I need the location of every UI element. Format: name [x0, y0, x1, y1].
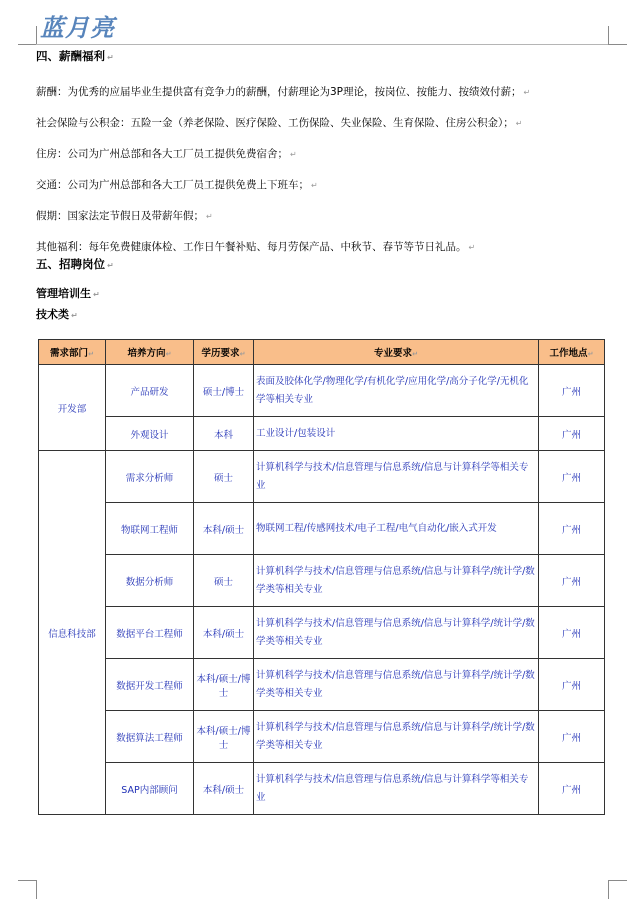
section-heading-positions: 五、招聘岗位 ↵ [36, 257, 114, 271]
location-cell: 广州 [539, 451, 605, 503]
table-row [39, 417, 605, 451]
major-cell: 工业设计/包装设计 [254, 417, 539, 451]
major-cell: 计算机科学与技术/信息管理与信息系统/信息与计算科学/统计学/数学类等相关专业 [254, 659, 539, 711]
education-cell: 硕士 [194, 555, 254, 607]
table-row [39, 365, 605, 417]
major-cell: 计算机科学与技术/信息管理与信息系统/信息与计算科学等相关专业 [254, 763, 539, 815]
benefit-item: 假期：国家法定节假日及带薪年假； ↵ [36, 210, 213, 222]
direction-cell: 数据开发工程师 [106, 659, 194, 711]
major-cell: 表面及胶体化学/物理化学/有机化学/应用化学/高分子化学/无机化学等相关专业 [254, 365, 539, 417]
table-row [39, 555, 605, 607]
location-cell: 广州 [539, 503, 605, 555]
major-cell: 计算机科学与技术/信息管理与信息系统/信息与计算科学/统计学/数学类等相关专业 [254, 607, 539, 659]
major-cell: 计算机科学与技术/信息管理与信息系统/信息与计算科学等相关专业 [254, 451, 539, 503]
major-cell: 计算机科学与技术/信息管理与信息系统/信息与计算科学/统计学/数学类等相关专业 [254, 711, 539, 763]
table-row [39, 659, 605, 711]
dept-cell: 信息科技部 [39, 451, 106, 815]
dept-cell: 开发部 [39, 365, 106, 451]
crop-mark-bottom-left [18, 880, 37, 899]
direction-cell: 外观设计 [106, 417, 194, 451]
crop-mark-bottom-right [608, 880, 627, 899]
direction-cell: 数据平台工程师 [106, 607, 194, 659]
direction-cell: 产品研发 [106, 365, 194, 417]
benefit-item: 住房：公司为广州总部和各大工厂员工提供免费宿舍； ↵ [36, 148, 297, 160]
table-row [39, 763, 605, 815]
header-education: 学历要求↵ [194, 340, 254, 365]
company-logo: 蓝月亮 [40, 13, 115, 42]
crop-mark-top-left [18, 26, 37, 45]
location-cell: 广州 [539, 555, 605, 607]
education-cell: 本科/硕士/博士 [194, 711, 254, 763]
education-cell: 本科/硕士 [194, 503, 254, 555]
location-cell: 广州 [539, 659, 605, 711]
header-dept: 需求部门↵ [39, 340, 106, 365]
benefit-item: 社会保险与公积金：五险一金（养老保险、医疗保险、工伤保险、失业保险、生育保险、住房公积金）； ↵ [36, 117, 523, 129]
direction-cell: 数据分析师 [106, 555, 194, 607]
major-cell: 物联网工程/传感网技术/电子工程/电气自动化/嵌入式开发 [254, 503, 539, 555]
table-row [39, 711, 605, 763]
table-row [39, 503, 605, 555]
benefit-item: 薪酬：为优秀的应届毕业生提供富有竞争力的薪酬，付薪理论为3P理论，按岗位、按能力、按绩效付薪； ↵ [36, 86, 531, 98]
table-row [39, 451, 605, 503]
location-cell: 广州 [539, 365, 605, 417]
benefit-item: 交通：公司为广州总部和各大工厂员工提供免费上下班车； ↵ [36, 179, 318, 191]
subheading-management-trainee: 管理培训生 ↵ [36, 287, 100, 300]
benefit-item: 其他福利：每年免费健康体检、工作日午餐补贴、每月劳保产品、中秋节、春节等节日礼品。 ↵ [36, 241, 476, 253]
table-row [39, 607, 605, 659]
direction-cell: 数据算法工程师 [106, 711, 194, 763]
location-cell: 广州 [539, 711, 605, 763]
section-heading-benefits: 四、薪酬福利 ↵ [36, 49, 114, 63]
education-cell: 本科 [194, 417, 254, 451]
direction-cell: SAP内部顾问 [106, 763, 194, 815]
education-cell: 硕士 [194, 451, 254, 503]
header-rule [36, 44, 608, 45]
recruitment-table [38, 339, 605, 815]
location-cell: 广州 [539, 417, 605, 451]
education-cell: 硕士/博士 [194, 365, 254, 417]
document-body [36, 48, 608, 324]
crop-mark-top-right [608, 26, 627, 45]
header-direction: 培养方向↵ [106, 340, 194, 365]
direction-cell: 需求分析师 [106, 451, 194, 503]
education-cell: 本科/硕士 [194, 607, 254, 659]
location-cell: 广州 [539, 607, 605, 659]
header-major: 专业要求↵ [254, 340, 539, 365]
education-cell: 本科/硕士 [194, 763, 254, 815]
direction-cell: 物联网工程师 [106, 503, 194, 555]
major-cell: 计算机科学与技术/信息管理与信息系统/信息与计算科学/统计学/数学类等相关专业 [254, 555, 539, 607]
subheading-technical: 技术类 ↵ [36, 308, 78, 321]
education-cell: 本科/硕士/博士 [194, 659, 254, 711]
header-location: 工作地点↵ [539, 340, 605, 365]
table-header-row [39, 340, 605, 365]
location-cell: 广州 [539, 763, 605, 815]
